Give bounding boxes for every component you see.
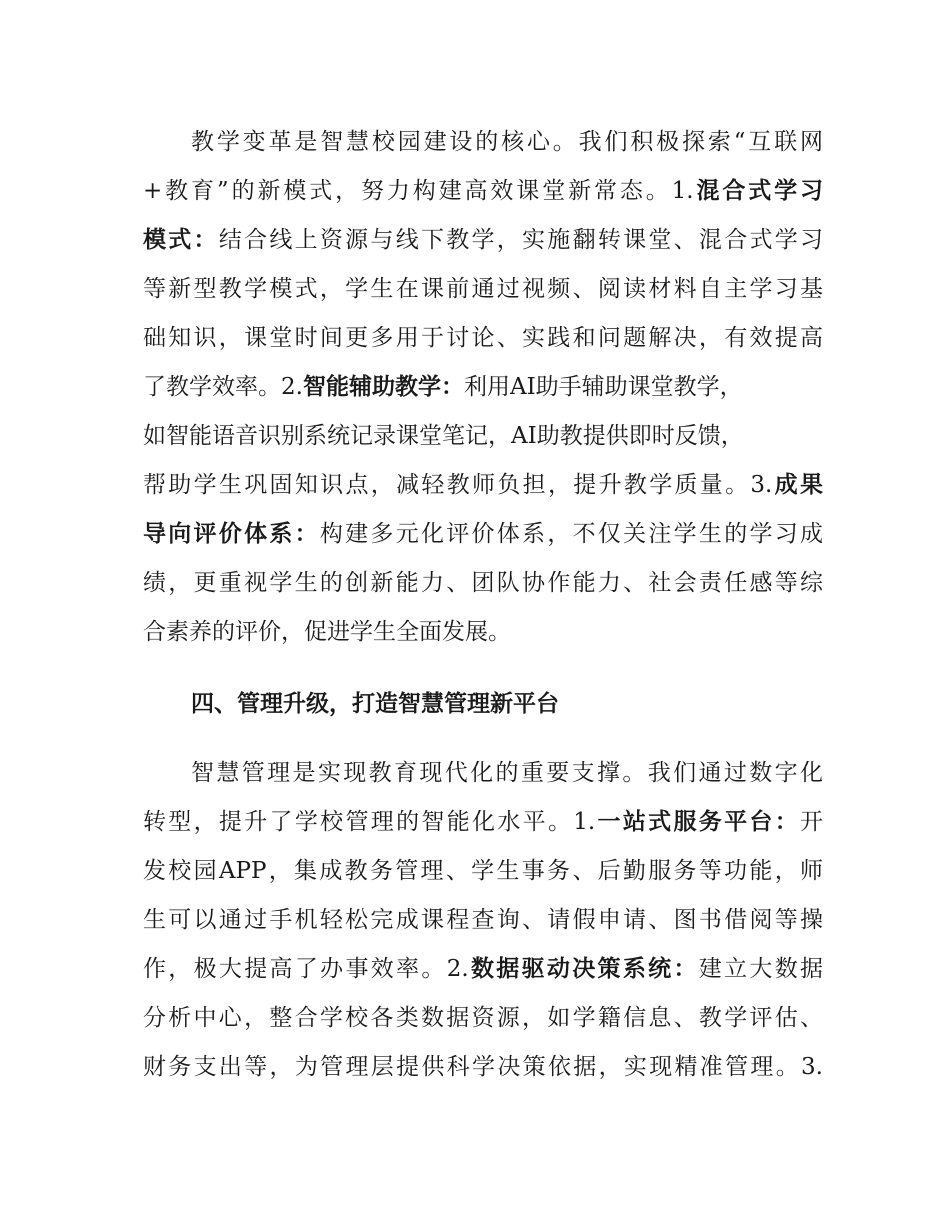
paragraph-1-line-10: 绩，更重视学生的创新能力、团队协作能力、社会责任感等综: [143, 570, 823, 596]
text-run: 转型，提升了学校管理的智能化水平。1.: [143, 809, 596, 835]
paragraph-1-line-9: [143, 512, 823, 556]
bold-term-mode: 模式：: [143, 227, 219, 253]
text-run: 建立大数据: [698, 956, 824, 982]
paragraph-2-line-2: [143, 800, 823, 844]
text-run: 了教学效率。2.: [143, 374, 303, 400]
paragraph-1-line-1: 教学变革是智慧校园建设的核心。我们积极探索“互联网: [191, 129, 823, 155]
section-heading-4: 四、管理升级，打造智慧管理新平台: [191, 691, 559, 717]
text-run: 利用AI助手辅助课堂教学，: [463, 374, 743, 400]
paragraph-2-line-6: 分析中心，整合学校各类数据资源，如学籍信息、教学评估、: [143, 1005, 823, 1031]
paragraph-1-line-5: 础知识，课堂时间更多用于讨论、实践和问题解决，有效提高: [143, 325, 823, 351]
paragraph-2-line-7: 财务支出等，为管理层提供科学决策依据，实现精准管理。3.: [143, 1054, 823, 1080]
text-run: +教育”的新模式，努力构建高效课堂新常态。1.: [143, 178, 694, 204]
bold-term-data-driven-system: 数据驱动决策系统：: [468, 956, 699, 982]
paragraph-1-line-8: [143, 463, 823, 507]
paragraph-1-line-11: 合素养的评价，促进学生全面发展。: [143, 619, 511, 645]
paragraph-1-line-6: [143, 365, 823, 409]
text-run: 构建多元化评价体系，不仅关注学生的学习成: [319, 521, 824, 547]
bold-term-blended-learning: 混合式学习: [693, 178, 824, 204]
paragraph-2-line-3: 发校园APP，集成教务管理、学生事务、后勤服务等功能，师: [143, 858, 823, 884]
paragraph-2-line-4: 生可以通过手机轻松完成课程查询、请假申请、图书借阅等操: [143, 907, 823, 933]
paragraph-1-line-2: [143, 169, 823, 213]
paragraph-2-line-1: 智慧管理是实现教育现代化的重要支撑。我们通过数字化: [191, 760, 823, 786]
text-run: 开: [800, 809, 824, 835]
bold-term-smart-assisted-teaching: 智能辅助教学：: [302, 374, 464, 400]
paragraph-1-line-7: 如智能语音识别系统记录课堂笔记，AI助教提供即时反馈，: [143, 423, 744, 449]
paragraph-1-line-3: [143, 218, 823, 262]
paragraph-1-line-4: 等新型教学模式，学生在课前通过视频、阅读材料自主学习基: [143, 276, 823, 302]
text-run: 帮助学生巩固知识点，减轻教师负担，提升教学质量。3.: [143, 472, 773, 498]
bold-term-one-stop-platform: 一站式服务平台：: [595, 809, 801, 835]
bold-term-outcome: 成果: [772, 472, 823, 498]
bold-term-evaluation-system: 导向评价体系：: [143, 521, 320, 547]
text-run: 结合线上资源与线下教学，实施翻转课堂、混合式学习: [218, 227, 824, 253]
paragraph-2-line-5: [143, 947, 823, 991]
text-run: 作，极大提高了办事效率。2.: [143, 956, 469, 982]
